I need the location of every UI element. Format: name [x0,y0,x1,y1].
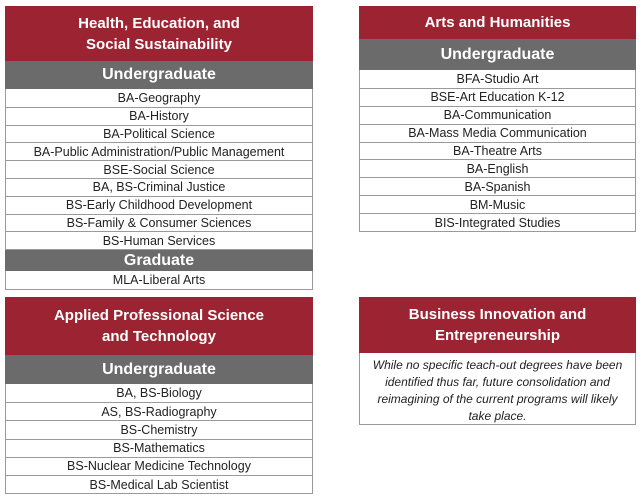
list-item: BSE-Art Education K-12 [360,88,635,106]
undergraduate-list [5,384,313,494]
list-item: BA-Political Science [6,125,312,143]
list-item: MLA-Liberal Arts [112,273,206,288]
list-item: BA-Theatre Arts [360,142,635,160]
list-item: BA, BS-Biology [116,386,202,401]
panel-arts-humanities [359,6,636,232]
list-item: BA-Spanish [360,177,635,195]
list-item: BFA-Studio Art [456,71,539,86]
panel-title-line1: Health, Education, and [78,14,240,32]
panel-title-line2: Social Sustainability [86,35,232,53]
list-item: BS-Early Childhood Development [6,196,312,214]
list-item: BIS-Integrated Studies [360,213,635,231]
list-item: BS-Nuclear Medicine Technology [6,457,312,475]
panel-title: Arts and Humanities [424,14,571,31]
panel-header [359,297,636,353]
list-item: BSE-Social Science [6,160,312,178]
panel-header [5,297,313,355]
graduate-subheader: Graduate [5,250,313,271]
undergraduate-list [5,89,313,250]
panel-title-line2: Entrepreneurship [434,327,561,344]
list-item: BS-Human Services [6,231,312,249]
list-item: BA-History [6,107,312,125]
list-item: BA-Mass Media Communication [360,124,635,142]
undergraduate-subheader: Undergraduate [359,39,636,70]
panel-header [359,6,636,39]
panel-title-line1: Business Innovation and [408,306,587,323]
panel-header [5,6,313,61]
undergraduate-subheader: Undergraduate [5,61,313,89]
teach-out-note: While no specific teach-out degrees have been identified thus far, future consolidation and reimagining of the current programs will likely take place. [359,353,636,425]
list-item: BA-English [360,159,635,177]
undergraduate-subheader: Undergraduate [5,355,313,384]
list-item: BS-Family & Consumer Sciences [6,214,312,232]
graduate-list [5,271,313,290]
list-item: BA-Geography [117,90,201,105]
list-item: BM-Music [360,195,635,213]
panel-business-innovation [359,297,636,425]
list-item: BA-Public Administration/Public Management [6,142,312,160]
list-item: AS, BS-Radiography [6,402,312,420]
list-item: BS-Chemistry [6,420,312,438]
list-item: BS-Mathematics [6,439,312,457]
panel-title-line1: Applied Professional Science [53,307,265,324]
panel-title-line2: and Technology [102,328,216,345]
list-item: BS-Medical Lab Scientist [6,475,312,493]
panel-applied-science [5,297,313,494]
list-item: BA-Communication [360,106,635,124]
list-item: BA, BS-Criminal Justice [6,178,312,196]
panel-health-education [5,6,313,290]
undergraduate-list [359,70,636,232]
